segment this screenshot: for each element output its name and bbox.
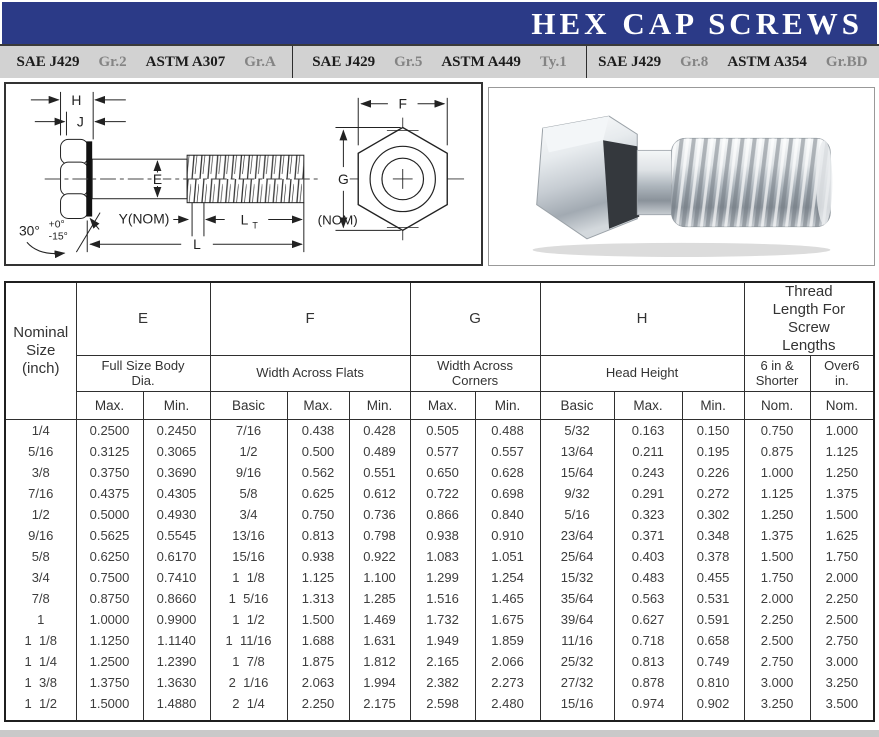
spec-value-cell: 39/64 xyxy=(540,609,614,630)
header-col: Max. xyxy=(410,392,475,420)
spec-value-cell: 1 7/8 xyxy=(210,651,287,672)
spec-value-cell: 0.3125 xyxy=(76,441,143,462)
spec-value-cell: 1.949 xyxy=(410,630,475,651)
spec-value-cell: 1.1250 xyxy=(76,630,143,651)
figures-band xyxy=(4,82,875,266)
spec-value-cell: 9/32 xyxy=(540,483,614,504)
spec-value-cell: 2.273 xyxy=(475,672,540,693)
spec-value-cell: 3.000 xyxy=(744,672,810,693)
dim-label-e: E xyxy=(152,170,163,187)
spec-value-cell: 2.500 xyxy=(744,630,810,651)
spec-value-cell: 0.7500 xyxy=(76,567,143,588)
table-row xyxy=(5,420,874,441)
header-f: F xyxy=(210,282,410,356)
spec-value-cell: 3.250 xyxy=(744,693,810,714)
spec-value-cell: 2.165 xyxy=(410,651,475,672)
spec-value-cell: 0.489 xyxy=(349,441,410,462)
spec-value-cell: 15/32 xyxy=(540,567,614,588)
nominal-size-cell: 7/8 xyxy=(5,588,76,609)
dim-label-f: F xyxy=(398,95,407,112)
grade-label: Gr.8 xyxy=(680,53,709,70)
spec-value-cell: 2.063 xyxy=(287,672,349,693)
spec-value-cell: 0.150 xyxy=(682,420,744,441)
spec-value-cell: 0.625 xyxy=(287,483,349,504)
spec-value-cell: 0.403 xyxy=(614,546,682,567)
spec-value-cell: 0.4305 xyxy=(143,483,210,504)
nominal-size-cell: 1 xyxy=(5,609,76,630)
dim-label-h: H xyxy=(71,91,82,108)
spec-value-cell: 9/16 xyxy=(210,462,287,483)
header-col: Nom. xyxy=(744,392,810,420)
nominal-size-cell: 1 1/4 xyxy=(5,651,76,672)
product-photo-panel xyxy=(488,87,875,266)
spec-value-cell: 13/16 xyxy=(210,525,287,546)
spec-value-cell: 0.813 xyxy=(614,651,682,672)
spec-label: ASTM A354 xyxy=(727,53,807,70)
spec-value-cell: 0.348 xyxy=(682,525,744,546)
spec-value-cell: 0.627 xyxy=(614,609,682,630)
table-row xyxy=(5,441,874,462)
grade-label: Ty.1 xyxy=(539,53,567,70)
chamfer-tol-plus: +0° xyxy=(48,219,65,231)
spec-value-cell: 1.5000 xyxy=(76,693,143,714)
nominal-size-cell: 7/16 xyxy=(5,483,76,504)
spec-value-cell: 2.750 xyxy=(810,630,874,651)
header-width-across-flats: Width Across Flats xyxy=(210,356,410,392)
spec-value-cell: 1.4880 xyxy=(143,693,210,714)
spec-value-cell: 23/64 xyxy=(540,525,614,546)
spec-value-cell: 0.722 xyxy=(410,483,475,504)
spec-value-cell: 15/16 xyxy=(210,546,287,567)
spec-value-cell: 0.3750 xyxy=(76,462,143,483)
spec-value-cell: 3/4 xyxy=(210,504,287,525)
spec-value-cell: 0.455 xyxy=(682,567,744,588)
spec-value-cell: 2 1/16 xyxy=(210,672,287,693)
spec-value-cell: 0.922 xyxy=(349,546,410,567)
spec-value-cell: 1.2500 xyxy=(76,651,143,672)
bolt-collar-photo xyxy=(637,150,671,214)
grade-group-1 xyxy=(0,46,292,78)
spec-value-cell: 5/32 xyxy=(540,420,614,441)
spec-value-cell: 1.875 xyxy=(287,651,349,672)
dim-label-lt-sub: T xyxy=(252,220,258,231)
spec-value-cell: 2.000 xyxy=(744,588,810,609)
spec-value-cell: 1.051 xyxy=(475,546,540,567)
spec-value-cell: 0.698 xyxy=(475,483,540,504)
spec-value-cell: 2.066 xyxy=(475,651,540,672)
dim-label-g: G xyxy=(338,170,349,187)
spec-value-cell: 2.598 xyxy=(410,693,475,714)
spec-value-cell: 27/32 xyxy=(540,672,614,693)
spec-value-cell: 0.6250 xyxy=(76,546,143,567)
dim-label-y-nom: Y(NOM) xyxy=(118,210,170,227)
spec-value-cell: 13/64 xyxy=(540,441,614,462)
spec-value-cell: 0.211 xyxy=(614,441,682,462)
spec-value-cell: 3.250 xyxy=(810,672,874,693)
spec-value-cell: 1.500 xyxy=(810,504,874,525)
spec-value-cell: 1.083 xyxy=(410,546,475,567)
spec-value-cell: 0.910 xyxy=(475,525,540,546)
dim-label-nom: (NOM) xyxy=(317,212,358,228)
spec-value-cell: 0.428 xyxy=(349,420,410,441)
header-h: H xyxy=(540,282,744,356)
spec-value-cell: 0.736 xyxy=(349,504,410,525)
spec-value-cell: 1.1140 xyxy=(143,630,210,651)
spec-value-cell: 0.9900 xyxy=(143,609,210,630)
spec-value-cell: 1.125 xyxy=(810,441,874,462)
spec-value-cell: 2.500 xyxy=(810,609,874,630)
spec-value-cell: 0.866 xyxy=(410,504,475,525)
spec-value-cell: 1 11/16 xyxy=(210,630,287,651)
spec-value-cell: 1.3750 xyxy=(76,672,143,693)
header-e: E xyxy=(76,282,210,356)
spec-value-cell: 0.272 xyxy=(682,483,744,504)
header-col: Basic xyxy=(210,392,287,420)
spec-value-cell: 0.291 xyxy=(614,483,682,504)
spec-value-cell: 0.591 xyxy=(682,609,744,630)
dimension-diagram xyxy=(4,82,483,266)
spec-value-cell: 1.688 xyxy=(287,630,349,651)
spec-value-cell: 0.323 xyxy=(614,504,682,525)
table-row xyxy=(5,651,874,672)
header-col: Max. xyxy=(76,392,143,420)
spec-value-cell: 0.226 xyxy=(682,462,744,483)
spec-value-cell: 0.658 xyxy=(682,630,744,651)
spec-value-cell: 0.3065 xyxy=(143,441,210,462)
header-full-size-body-dia: Full Size Body Dia. xyxy=(76,356,210,392)
grade-group-2 xyxy=(293,46,585,78)
spec-value-cell: 15/16 xyxy=(540,693,614,714)
spec-value-cell: 0.974 xyxy=(614,693,682,714)
spec-value-cell: 1.500 xyxy=(744,546,810,567)
spec-value-cell: 0.5545 xyxy=(143,525,210,546)
spec-value-cell: 1.994 xyxy=(349,672,410,693)
spec-value-cell: 1.469 xyxy=(349,609,410,630)
spec-value-cell: 0.2450 xyxy=(143,420,210,441)
spec-value-cell: 0.8660 xyxy=(143,588,210,609)
header-over-6in: Over6 in. xyxy=(810,356,874,392)
dimension-diagram-svg xyxy=(6,84,481,264)
spec-value-cell: 0.4375 xyxy=(76,483,143,504)
header-g: G xyxy=(410,282,540,356)
nominal-size-cell: 1 1/2 xyxy=(5,693,76,714)
nominal-size-cell: 5/16 xyxy=(5,441,76,462)
spec-value-cell: 1.250 xyxy=(810,462,874,483)
spec-value-cell: 0.488 xyxy=(475,420,540,441)
header-col: Max. xyxy=(287,392,349,420)
spec-value-cell: 7/16 xyxy=(210,420,287,441)
spec-value-cell: 0.378 xyxy=(682,546,744,567)
spec-value-cell: 1.500 xyxy=(287,609,349,630)
spec-value-cell: 0.840 xyxy=(475,504,540,525)
spec-value-cell: 0.195 xyxy=(682,441,744,462)
nominal-size-cell: 9/16 xyxy=(5,525,76,546)
spec-value-cell: 1.125 xyxy=(287,567,349,588)
spec-value-cell: 0.749 xyxy=(682,651,744,672)
dim-y xyxy=(173,203,192,237)
spec-value-cell: 0.5625 xyxy=(76,525,143,546)
spec-value-cell: 1 1/8 xyxy=(210,567,287,588)
spec-label: ASTM A307 xyxy=(145,53,226,70)
hex-cap-screw-photo xyxy=(489,88,874,265)
spec-value-cell: 0.628 xyxy=(475,462,540,483)
grade-label: Gr.BD xyxy=(825,53,868,70)
spec-value-cell: 0.2500 xyxy=(76,420,143,441)
spec-label: SAE J429 xyxy=(312,53,376,70)
spec-value-cell: 0.8750 xyxy=(76,588,143,609)
spec-value-cell: 2.250 xyxy=(810,588,874,609)
spec-value-cell: 1.375 xyxy=(744,525,810,546)
spec-value-cell: 1.000 xyxy=(810,420,874,441)
spec-value-cell: 0.750 xyxy=(287,504,349,525)
spec-value-cell: 0.371 xyxy=(614,525,682,546)
spec-value-cell: 0.551 xyxy=(349,462,410,483)
table-row xyxy=(5,525,874,546)
nominal-size-cell: 1/2 xyxy=(5,504,76,525)
spec-value-cell: 2.175 xyxy=(349,693,410,714)
spec-value-cell: 0.650 xyxy=(410,462,475,483)
spec-table xyxy=(4,281,875,722)
spec-value-cell: 0.577 xyxy=(410,441,475,462)
spec-label: SAE J429 xyxy=(16,53,80,70)
spec-value-cell: 0.6170 xyxy=(143,546,210,567)
header-col: Min. xyxy=(475,392,540,420)
spec-value-cell: 0.4930 xyxy=(143,504,210,525)
table-row xyxy=(5,546,874,567)
grade-group-3 xyxy=(587,46,879,78)
spec-value-cell: 0.483 xyxy=(614,567,682,588)
header-thread-length: Thread Length For Screw Lengths xyxy=(744,282,874,356)
spec-value-cell: 35/64 xyxy=(540,588,614,609)
table-row xyxy=(5,672,874,693)
table-row xyxy=(5,483,874,504)
photo-shadow xyxy=(533,243,831,257)
spec-value-cell: 0.878 xyxy=(614,672,682,693)
spec-value-cell: 1.516 xyxy=(410,588,475,609)
spec-value-cell: 0.718 xyxy=(614,630,682,651)
spec-value-cell: 0.243 xyxy=(614,462,682,483)
table-row xyxy=(5,567,874,588)
spec-value-cell: 3.000 xyxy=(810,651,874,672)
spec-value-cell: 1.375 xyxy=(810,483,874,504)
page-title: HEX CAP SCREWS xyxy=(531,5,863,41)
spec-value-cell: 1 5/16 xyxy=(210,588,287,609)
dim-label-l: L xyxy=(193,236,201,253)
spec-value-cell: 1.125 xyxy=(744,483,810,504)
spec-value-cell: 0.562 xyxy=(287,462,349,483)
spec-value-cell: 25/32 xyxy=(540,651,614,672)
spec-value-cell: 1.812 xyxy=(349,651,410,672)
spec-value-cell: 0.438 xyxy=(287,420,349,441)
spec-value-cell: 1 1/2 xyxy=(210,609,287,630)
spec-value-cell: 0.875 xyxy=(744,441,810,462)
header-col: Basic xyxy=(540,392,614,420)
spec-value-cell: 2.250 xyxy=(287,693,349,714)
spec-value-cell: 0.902 xyxy=(682,693,744,714)
spec-value-cell: 1.000 xyxy=(744,462,810,483)
spec-value-cell: 0.5000 xyxy=(76,504,143,525)
spec-value-cell: 1.465 xyxy=(475,588,540,609)
spec-value-cell: 2.250 xyxy=(744,609,810,630)
grade-label: Gr.2 xyxy=(98,53,127,70)
grade-label: Gr.A xyxy=(244,53,276,70)
nominal-size-cell: 5/8 xyxy=(5,546,76,567)
spec-value-cell: 1.250 xyxy=(744,504,810,525)
spec-value-cell: 0.938 xyxy=(287,546,349,567)
spec-value-cell: 0.798 xyxy=(349,525,410,546)
spec-value-cell: 0.163 xyxy=(614,420,682,441)
spec-value-cell: 0.813 xyxy=(287,525,349,546)
table-row xyxy=(5,693,874,714)
spec-value-cell: 0.500 xyxy=(287,441,349,462)
bolt-head-photo xyxy=(537,116,640,239)
header-col: Min. xyxy=(143,392,210,420)
header-6in-shorter: 6 in & Shorter xyxy=(744,356,810,392)
spec-value-cell: 0.750 xyxy=(744,420,810,441)
spec-value-cell: 1.625 xyxy=(810,525,874,546)
spec-value-cell: 2.382 xyxy=(410,672,475,693)
spec-value-cell: 0.557 xyxy=(475,441,540,462)
spec-value-cell: 5/16 xyxy=(540,504,614,525)
spec-value-cell: 11/16 xyxy=(540,630,614,651)
spec-table-head xyxy=(5,282,874,420)
spec-label: SAE J429 xyxy=(598,53,662,70)
spec-value-cell: 0.505 xyxy=(410,420,475,441)
table-row xyxy=(5,588,874,609)
spec-value-cell: 25/64 xyxy=(540,546,614,567)
spec-value-cell: 1.675 xyxy=(475,609,540,630)
header-col: Min. xyxy=(349,392,410,420)
table-row xyxy=(5,462,874,483)
header-head-height: Head Height xyxy=(540,356,744,392)
spec-value-cell: 1.2390 xyxy=(143,651,210,672)
bolt-threads-photo xyxy=(671,138,832,227)
spec-value-cell: 5/8 xyxy=(210,483,287,504)
spec-table-body xyxy=(5,420,874,721)
spec-value-cell: 1.3630 xyxy=(143,672,210,693)
chamfer-tol-minus: -15° xyxy=(48,231,68,243)
grade-bar xyxy=(0,44,879,78)
spec-value-cell: 3.500 xyxy=(810,693,874,714)
nominal-size-cell: 1/4 xyxy=(5,420,76,441)
spec-value-cell: 2.480 xyxy=(475,693,540,714)
spec-value-cell: 0.531 xyxy=(682,588,744,609)
spec-value-cell: 0.563 xyxy=(614,588,682,609)
spec-value-cell: 1.100 xyxy=(349,567,410,588)
header-width-across-corners: Width Across Corners xyxy=(410,356,540,392)
bolt-end-view xyxy=(341,118,464,241)
table-row xyxy=(5,504,874,525)
spec-value-cell: 0.938 xyxy=(410,525,475,546)
spec-value-cell: 1.254 xyxy=(475,567,540,588)
bottom-strip xyxy=(0,730,879,737)
spec-value-cell: 15/64 xyxy=(540,462,614,483)
header-col: Nom. xyxy=(810,392,874,420)
header-col: Min. xyxy=(682,392,744,420)
spec-value-cell: 0.7410 xyxy=(143,567,210,588)
spec-value-cell: 1.313 xyxy=(287,588,349,609)
title-bar xyxy=(0,0,879,44)
spec-value-cell: 1/2 xyxy=(210,441,287,462)
spec-value-cell: 1.0000 xyxy=(76,609,143,630)
dim-label-j: J xyxy=(76,113,84,130)
spec-value-cell: 1.631 xyxy=(349,630,410,651)
header-col: Max. xyxy=(614,392,682,420)
grade-label: Gr.5 xyxy=(394,53,423,70)
nominal-size-cell: 3/8 xyxy=(5,462,76,483)
spec-value-cell: 0.810 xyxy=(682,672,744,693)
nominal-size-cell: 1 1/8 xyxy=(5,630,76,651)
spec-value-cell: 1.285 xyxy=(349,588,410,609)
dim-label-lt: L xyxy=(240,211,249,228)
spec-value-cell: 1.859 xyxy=(475,630,540,651)
spec-value-cell: 2.000 xyxy=(810,567,874,588)
nominal-size-cell: 1 3/8 xyxy=(5,672,76,693)
spec-value-cell: 1.750 xyxy=(744,567,810,588)
spec-value-cell: 2 1/4 xyxy=(210,693,287,714)
spec-value-cell: 0.612 xyxy=(349,483,410,504)
table-row xyxy=(5,630,874,651)
spec-value-cell: 1.750 xyxy=(810,546,874,567)
header-nominal-size: Nominal Size (inch) xyxy=(5,282,76,420)
nominal-size-cell: 3/4 xyxy=(5,567,76,588)
spec-value-cell: 1.732 xyxy=(410,609,475,630)
spec-value-cell: 2.750 xyxy=(744,651,810,672)
spec-label: ASTM A449 xyxy=(441,53,521,70)
spec-value-cell: 0.302 xyxy=(682,504,744,525)
chamfer-angle-label: 30° xyxy=(18,222,40,239)
table-row xyxy=(5,609,874,630)
spec-value-cell: 1.299 xyxy=(410,567,475,588)
spec-value-cell: 0.3690 xyxy=(143,462,210,483)
